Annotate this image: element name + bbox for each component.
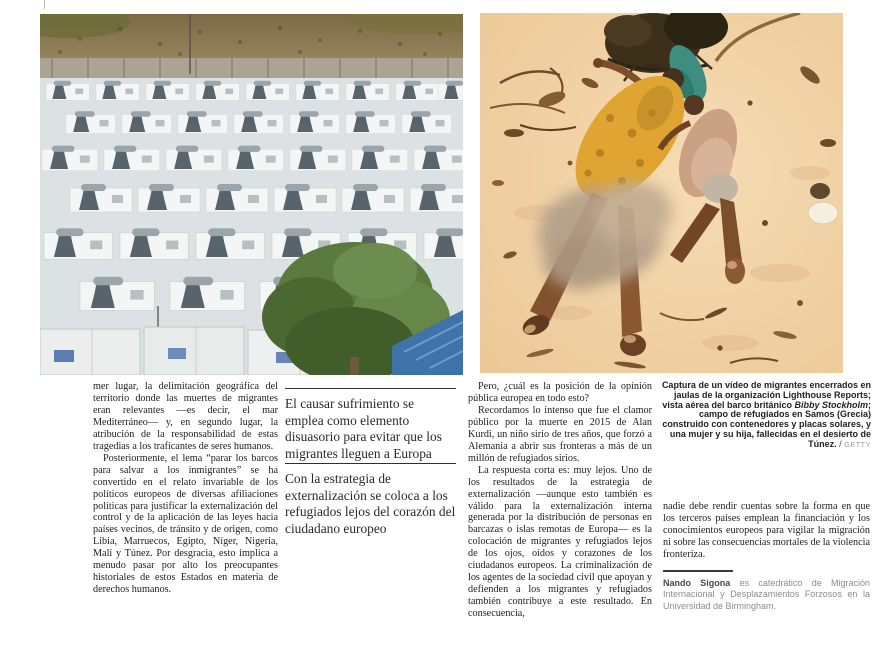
author-name: Nando Sigona: [663, 577, 731, 588]
article-column-3: [468, 381, 652, 620]
pull-quote-2: [285, 463, 456, 537]
pull-quote-text: El causar sufrimiento se emplea como elemento disuasorio para evitar que los migrantes lleguen a Europa: [285, 396, 442, 461]
desert-victims-photo: [480, 13, 843, 373]
paragraph: nadie debe rendir cuentas sobre la forma en que los terceros países emplean la financiación y los conocimientos europeos para vigilar la migración ni sobre las consecuencias mortales de la violencia fronteriza.: [663, 501, 870, 560]
pull-quote-1: [285, 388, 456, 462]
caption-credit-separator: /: [836, 438, 845, 449]
crop-mark: [44, 0, 45, 9]
photo-caption: [660, 381, 871, 450]
paragraph: mer lugar, la delimitación geográfica del territorio donde las muertes de migrantes eran relevantes —es decir, el mar Mediterráneo— y, en segundo lugar, la atribución de la responsabilidad de estas tragedias a los traficantes de seres humanos.: [93, 381, 278, 452]
desert-illustration: [480, 13, 843, 373]
paragraph: Posteriormente, el lema “parar los barcos para salvar a los inmigrantes” se ha convertido en el relato invariable de los políticos europeos de diversas afiliaciones políticas para justificar la externalización del control y de la aplicación de las leyes hacia países vecinos, de tránsito y de origen, como Libia, Marruecos, Egipto, Níger, Nigeria, Malí y Túnez. Por desgracia, esto implica a menudo pasar por alto los preocupantes historiales de estos Estados en materia de derechos humanos.: [93, 452, 278, 596]
article-column-4: [663, 501, 870, 612]
author-divider: [663, 570, 733, 572]
caption-text-after: ; campo de refugiados en Samos (Grecia) construido con contenedores y placas solares, y una mujer y su hija, fallecidas en el desierto de Túnez.: [662, 399, 871, 449]
author-bio: es catedrático de Migración Internacional y Desplazamientos Forzosos en la Universidad de Birmingham.: [663, 577, 871, 611]
paragraph: La respuesta corta es: muy lejos. Uno de los resultados de la estrategia de externalización —aunque esto también es válido para la externalización interna generada por la distribución de personas en barcazas o islas remotas de Europa— es la colocación de migrantes y refugiados lejos de los ojos, oídos y corazones de los ciudadanos europeos. La criminalización de los agentes de la sociedad civil que apoyan y defienden a los migrantes y refugiados también contribuye a este resultado. En consecuencia,: [468, 464, 652, 620]
paragraph: Recordamos lo intenso que fue el clamor público por la muerte en 2015 de Alan Kurdi, un niño sirio de tres años, que forzó a Alemania a abrir sus fronteras a más de un millón de refugiados sirios.: [468, 404, 652, 464]
refugee-camp-illustration: [40, 14, 463, 375]
paragraph: Pero, ¿cuál es la posición de la opinión pública europea en todo esto?: [468, 381, 652, 404]
pull-quote-text: Con la estrategia de externalización se coloca a los refugiados lejos del corazón del ciudadano europeo: [285, 471, 456, 536]
refugee-camp-photo: [40, 14, 463, 375]
caption-text: Captura de un vídeo de migrantes encerrados en jaulas de la organización Lighthouse Reports; vista aérea del barco británico: [661, 380, 871, 410]
caption-credit: GETTY: [844, 439, 871, 449]
camp-hillside: [40, 14, 463, 78]
article-column-1: [93, 381, 278, 596]
caption-italic-title: Bibby Stockholm: [794, 399, 868, 410]
author-note: [663, 578, 870, 612]
